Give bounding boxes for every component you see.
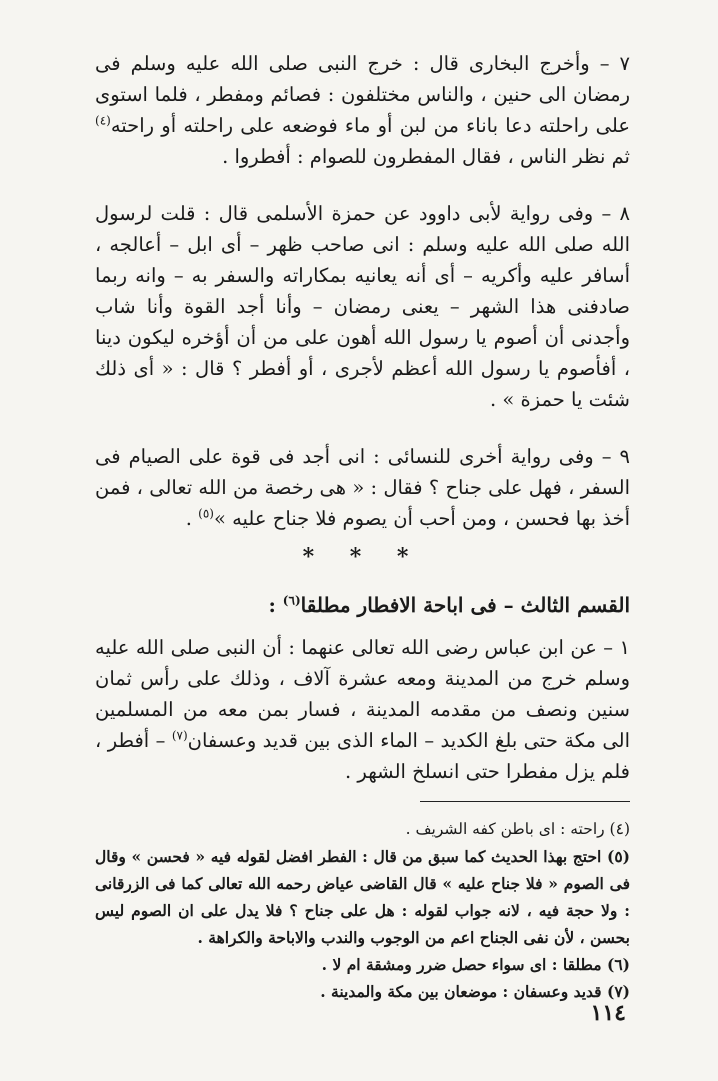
section-divider-stars: * * * (302, 544, 423, 570)
footnote-text: مطلقا : اى سواء حصل ضرر ومشقة ام لا . (321, 955, 602, 974)
paragraph-text: ٨ – وفى رواية لأبى داوود عن حمزة الأسلمى قال : قلت لرسول الله صلى الله عليه وسلم : انى صاحب ظهر – أى ابل – أعالجه ، أسافر عليه وأكريه – أى أنه يعانيه بمكاراته والسفر به – وانه ربما صادفنى هذا الشهر – يعنى رمضان – وأنا أجد القوة وأنا شاب وأجدنى أن أصوم يا رسول الله أهون على من أن أؤخره ليكون دينا ، أفأصوم يا رسول الله أعظم لأجرى ، أو أفطر ؟ قال : « أى ذلك شئت يا حمزة » . (95, 202, 630, 411)
paragraph-text: ٩ – وفى رواية أخرى للنسائى : انى أجد فى قوة على الصيام فى السفر ، فهل على جناح ؟ فقال : « هى رخصة من الله تعالى ، فمن أخذ بها فحسن ، ومن أحب أن يصوم فلا جناح عليه » (95, 445, 630, 530)
footnote-number: (٤) (609, 820, 630, 838)
paragraph-tail: – أفطر ، فلم يزل مفطرا حتى انسلخ الشهر . (95, 729, 630, 783)
hadith-paragraph-8 (95, 198, 630, 415)
section-colon: : (268, 593, 276, 617)
section-title: القسم الثالث – فى اباحة الافطار مطلقا (300, 593, 630, 617)
paragraph-text: ٧ – وأخرج البخارى قال : خرج النبى صلى الله عليه وسلم فى رمضان الى حنين ، والناس مختلفون : فصائم ومفطر ، فلما استوى على راحلته دعا باناء من لبن أو ماء فوضعه على راحلته أو راحته (95, 52, 630, 137)
page-number: ١١٤ (590, 1000, 626, 1026)
footnote-6 (95, 951, 630, 978)
section-heading (95, 590, 630, 620)
footnote-ref-7: (٧) (171, 728, 188, 743)
footnote-ref-6: (٦) (282, 593, 301, 608)
footnote-ref-5: (٥) (198, 506, 214, 521)
footnote-4 (95, 816, 630, 843)
paragraph-end: . (185, 507, 192, 530)
paragraph-tail: ثم نظر الناس ، فقال المفطرون للصوام : أفطروا . (222, 145, 630, 168)
footnote-5 (95, 843, 630, 951)
footnote-number: (٦) (606, 955, 630, 974)
footnote-separator (420, 801, 630, 802)
footnote-number: (٥) (606, 847, 630, 866)
paragraph-text: ١ – عن ابن عباس رضى الله تعالى عنهما : أن النبى صلى الله عليه وسلم خرج من المدينة ومعه عشرة آلاف ، وذلك على رأس ثمان سنين ونصف من مقدمه المدينة ، فسار بمن معه من المسلمين الى مكة حتى بلغ الكديد – الماء الذى بين قديد وعسفان (95, 636, 631, 752)
footnote-text: احتج بهذا الحديث كما سبق من قال : الفطر افضل لقوله فيه « فحسن » وقال فى الصوم « فلا جناح عليه » قال القاضى عياض رحمه الله تعالى كما فى الزرقانى : ولا حجة فيه ، لانه جواب لقوله : هل على جناح ؟ فلا يدل على ان الصوم ليس بحسن ، لأن نفى الجناح اعم من الوجوب والندب والاباحة والكراهة . (95, 847, 630, 947)
footnote-text: راحته : اى باطن كفه الشريف . (405, 820, 605, 838)
footnote-ref-4: (٤) (95, 113, 111, 128)
footnote-number: (٧) (606, 982, 630, 1001)
footnotes (95, 816, 630, 1005)
hadith-paragraph-7 (95, 48, 630, 172)
hadith-paragraph-9 (95, 441, 630, 534)
section-hadith-paragraph-1 (95, 632, 630, 787)
footnote-text: قديد وعسفان : موضعان بين مكة والمدينة . (320, 982, 602, 1001)
